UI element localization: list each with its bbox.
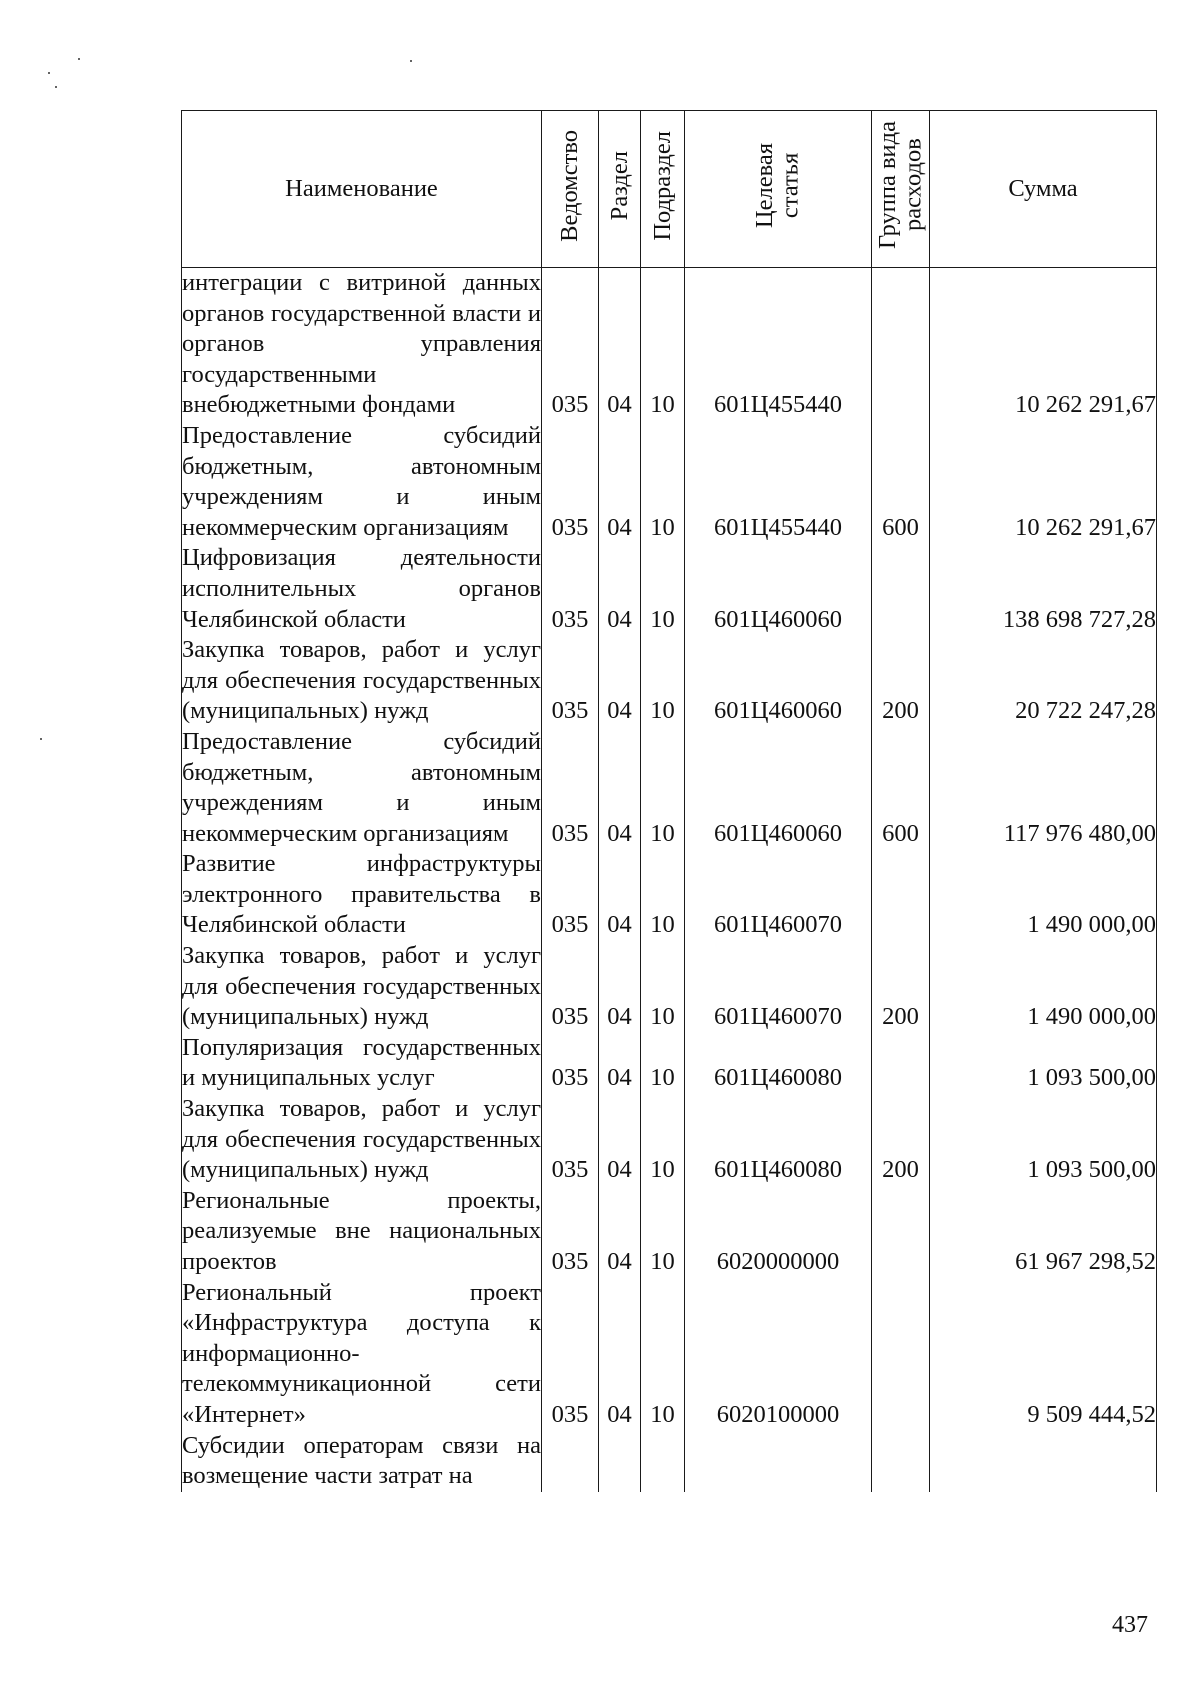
table-header-row: [182, 111, 1157, 268]
row-target: 601Ц460060: [685, 727, 872, 849]
table-row: [182, 1033, 1157, 1094]
header-section: Раздел: [599, 111, 641, 268]
row-name: интеграции с витриной данных органов государственной власти и органов управления государственными внебюджетными фондами: [182, 268, 542, 421]
row-section: 04: [599, 849, 641, 941]
row-sum: 1 093 500,00: [930, 1033, 1157, 1094]
row-target: 601Ц460080: [685, 1094, 872, 1186]
row-dept: 035: [542, 941, 599, 1033]
row-group: [872, 1278, 930, 1431]
row-dept: 035: [542, 1094, 599, 1186]
header-sum: Сумма: [930, 111, 1157, 268]
row-sum: [930, 1431, 1157, 1492]
row-subsection: 10: [641, 849, 685, 941]
row-subsection: 10: [641, 1094, 685, 1186]
row-name: Популяризация государственных и муниципальных услуг: [182, 1033, 542, 1094]
row-dept: 035: [542, 1033, 599, 1094]
row-section: 04: [599, 727, 641, 849]
row-section: 04: [599, 1278, 641, 1431]
row-target: 601Ц455440: [685, 268, 872, 421]
row-group: [872, 268, 930, 421]
row-sum: 138 698 727,28: [930, 543, 1157, 635]
row-subsection: 10: [641, 941, 685, 1033]
row-sum: 61 967 298,52: [930, 1186, 1157, 1278]
row-name: Закупка товаров, работ и услуг для обеспечения государственных (муниципальных) нужд: [182, 1094, 542, 1186]
row-dept: 035: [542, 1278, 599, 1431]
header-target: Целевая статья: [685, 111, 872, 268]
row-group: 200: [872, 1094, 930, 1186]
table-row: [182, 849, 1157, 941]
row-section: [599, 1431, 641, 1492]
row-group: 600: [872, 421, 930, 543]
row-group: 600: [872, 727, 930, 849]
row-target: 601Ц460060: [685, 543, 872, 635]
row-target: 601Ц460070: [685, 941, 872, 1033]
table-row: [182, 1094, 1157, 1186]
row-target: 601Ц455440: [685, 421, 872, 543]
row-target: 6020000000: [685, 1186, 872, 1278]
row-name: Предоставление субсидий бюджетным, автономным учреждениям и иным некоммерческим организациям: [182, 421, 542, 543]
row-sum: 9 509 444,52: [930, 1278, 1157, 1431]
row-name: Региональные проекты, реализуемые вне национальных проектов: [182, 1186, 542, 1278]
row-sum: 1 490 000,00: [930, 941, 1157, 1033]
table-row: [182, 1186, 1157, 1278]
row-name: Развитие инфраструктуры электронного правительства в Челябинской области: [182, 849, 542, 941]
row-section: 04: [599, 1033, 641, 1094]
table-row: [182, 727, 1157, 849]
page-number: 437: [1112, 1612, 1148, 1638]
row-name: Закупка товаров, работ и услуг для обеспечения государственных (муниципальных) нужд: [182, 635, 542, 727]
table-row: [182, 1278, 1157, 1431]
header-subsection: Подраздел: [641, 111, 685, 268]
table-row: [182, 941, 1157, 1033]
budget-table: [181, 110, 1157, 1492]
row-target: 6020100000: [685, 1278, 872, 1431]
row-name: Предоставление субсидий бюджетным, автономным учреждениям и иным некоммерческим организациям: [182, 727, 542, 849]
row-target: 601Ц460080: [685, 1033, 872, 1094]
row-group: 200: [872, 941, 930, 1033]
row-sum: 1 093 500,00: [930, 1094, 1157, 1186]
row-subsection: 10: [641, 635, 685, 727]
row-subsection: 10: [641, 1033, 685, 1094]
row-section: 04: [599, 635, 641, 727]
row-dept: 035: [542, 727, 599, 849]
row-section: 04: [599, 1186, 641, 1278]
scan-speck: [410, 60, 412, 62]
row-sum: 117 976 480,00: [930, 727, 1157, 849]
row-group: [872, 1431, 930, 1492]
row-group: 200: [872, 635, 930, 727]
row-section: 04: [599, 421, 641, 543]
scan-speck: [78, 58, 80, 60]
scan-speck: [40, 738, 42, 740]
row-target: 601Ц460070: [685, 849, 872, 941]
row-group: [872, 1033, 930, 1094]
table-row: [182, 1431, 1157, 1492]
row-subsection: 10: [641, 268, 685, 421]
row-section: 04: [599, 268, 641, 421]
row-dept: 035: [542, 635, 599, 727]
row-dept: 035: [542, 849, 599, 941]
row-subsection: [641, 1431, 685, 1492]
table-row: [182, 268, 1157, 421]
row-subsection: 10: [641, 543, 685, 635]
header-name: Наименование: [182, 111, 542, 268]
row-dept: 035: [542, 1186, 599, 1278]
row-dept: 035: [542, 543, 599, 635]
row-group: [872, 849, 930, 941]
row-sum: 20 722 247,28: [930, 635, 1157, 727]
row-dept: [542, 1431, 599, 1492]
row-sum: 1 490 000,00: [930, 849, 1157, 941]
table-row: [182, 543, 1157, 635]
row-subsection: 10: [641, 727, 685, 849]
header-group: Группа вида расходов: [872, 111, 930, 268]
row-dept: 035: [542, 421, 599, 543]
scan-speck: [48, 72, 50, 74]
row-subsection: 10: [641, 1186, 685, 1278]
row-sum: 10 262 291,67: [930, 421, 1157, 543]
row-name: Региональный проект «Инфраструктура доступа к информационно-телекоммуникационной сети «Интернет»: [182, 1278, 542, 1431]
row-name: Субсидии операторам связи на возмещение части затрат на: [182, 1431, 542, 1492]
row-subsection: 10: [641, 421, 685, 543]
row-section: 04: [599, 1094, 641, 1186]
row-section: 04: [599, 543, 641, 635]
header-dept: Ведомство: [542, 111, 599, 268]
scan-speck: [55, 86, 57, 88]
row-target: 601Ц460060: [685, 635, 872, 727]
table-row: [182, 635, 1157, 727]
row-sum: 10 262 291,67: [930, 268, 1157, 421]
row-subsection: 10: [641, 1278, 685, 1431]
table-row: [182, 421, 1157, 543]
row-name: Закупка товаров, работ и услуг для обеспечения государственных (муниципальных) нужд: [182, 941, 542, 1033]
row-name: Цифровизация деятельности исполнительных органов Челябинской области: [182, 543, 542, 635]
row-section: 04: [599, 941, 641, 1033]
row-target: [685, 1431, 872, 1492]
row-group: [872, 1186, 930, 1278]
row-dept: 035: [542, 268, 599, 421]
row-group: [872, 543, 930, 635]
